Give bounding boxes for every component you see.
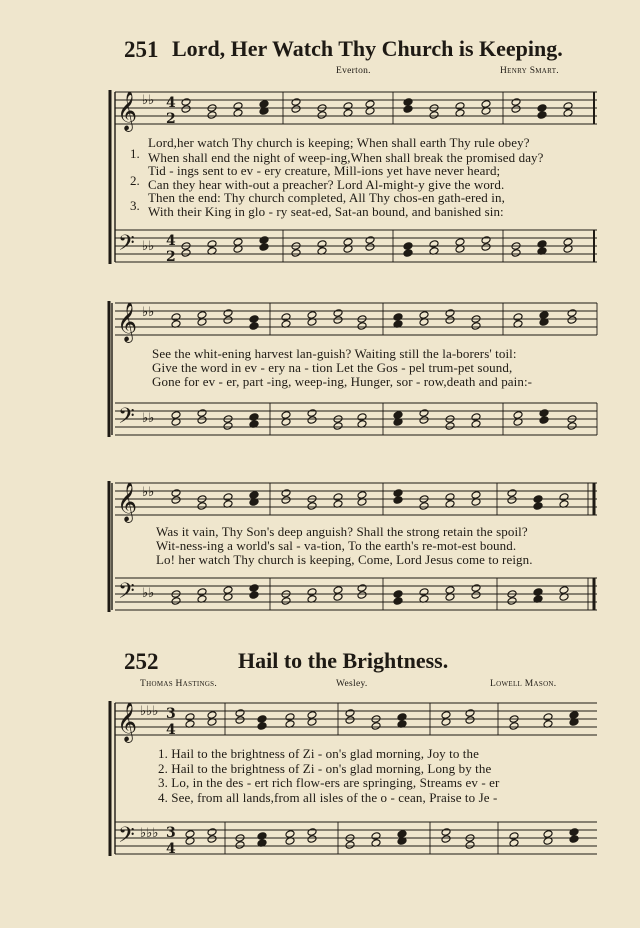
note-head bbox=[537, 104, 547, 113]
note-head bbox=[559, 586, 569, 595]
note-head bbox=[445, 422, 455, 431]
note-head bbox=[567, 422, 577, 431]
note-head bbox=[259, 100, 269, 109]
note-head bbox=[307, 711, 317, 720]
note-head bbox=[333, 309, 343, 318]
note-head bbox=[471, 413, 481, 422]
note-head bbox=[249, 591, 259, 600]
note-head bbox=[419, 502, 429, 511]
svg-text:4: 4 bbox=[166, 233, 176, 249]
note-head bbox=[281, 411, 291, 420]
lyric-line: 3. Lo, in the des - ert rich flow-ers are springing, Streams ev - er bbox=[158, 775, 500, 790]
svg-text:4: 4 bbox=[166, 841, 176, 857]
note-head bbox=[281, 489, 291, 498]
note-head bbox=[171, 496, 181, 505]
note-head bbox=[249, 584, 259, 593]
note-head bbox=[257, 832, 267, 841]
note-head bbox=[371, 722, 381, 731]
note-head bbox=[317, 240, 327, 249]
note-head bbox=[257, 715, 267, 724]
note-head bbox=[481, 236, 491, 245]
note-head bbox=[223, 316, 233, 325]
note-head bbox=[509, 832, 519, 841]
note-head bbox=[569, 835, 579, 844]
note-head bbox=[259, 236, 269, 245]
note-head bbox=[223, 493, 233, 502]
svg-text:♭♭: ♭♭ bbox=[142, 485, 155, 500]
note-head bbox=[537, 240, 547, 249]
note-head bbox=[181, 105, 191, 114]
svg-text:♭♭♭: ♭♭♭ bbox=[140, 826, 159, 841]
note-head bbox=[471, 491, 481, 500]
note-head bbox=[429, 111, 439, 120]
note-head bbox=[285, 830, 295, 839]
note-head bbox=[357, 413, 367, 422]
svg-text:♭♭♭: ♭♭♭ bbox=[140, 704, 159, 719]
hymn-251-composer: Henry Smart. bbox=[500, 66, 559, 76]
note-head bbox=[507, 597, 517, 606]
note-head bbox=[393, 313, 403, 322]
note-head bbox=[281, 496, 291, 505]
note-head bbox=[207, 828, 217, 837]
note-head bbox=[537, 111, 547, 120]
svg-text:4: 4 bbox=[166, 95, 176, 111]
note-head bbox=[257, 722, 267, 731]
note-head bbox=[207, 835, 217, 844]
note-head bbox=[185, 830, 195, 839]
note-head bbox=[403, 249, 413, 258]
note-head bbox=[393, 597, 403, 606]
note-head bbox=[403, 105, 413, 114]
note-head bbox=[249, 322, 259, 331]
note-head bbox=[171, 313, 181, 322]
note-head bbox=[171, 489, 181, 498]
svg-text:♭♭: ♭♭ bbox=[142, 411, 155, 426]
svg-text:𝄞: 𝄞 bbox=[117, 482, 138, 522]
note-head bbox=[403, 98, 413, 107]
svg-text:𝄢: 𝄢 bbox=[118, 404, 135, 434]
note-head bbox=[511, 98, 521, 107]
hymn-251-tune: Everton. bbox=[336, 66, 371, 76]
svg-text:♭♭: ♭♭ bbox=[142, 305, 155, 320]
svg-text:𝄞: 𝄞 bbox=[117, 702, 138, 742]
lyric-line: Gone for ev - er, part -ing, weep-ing, Hunger, sor - row,death and pain:- bbox=[152, 374, 533, 389]
note-head bbox=[171, 411, 181, 420]
note-head bbox=[397, 830, 407, 839]
note-head bbox=[563, 238, 573, 247]
lyric-line: 2. Hail to the brightness of Zi - on's glad morning, Long by the bbox=[158, 761, 492, 776]
note-head bbox=[441, 711, 451, 720]
note-head bbox=[333, 422, 343, 431]
note-head bbox=[207, 240, 217, 249]
note-head bbox=[465, 716, 475, 725]
note-head bbox=[567, 316, 577, 325]
lyric-line: Can they hear with-out a preacher? Lord Al-might-y give the word. bbox=[148, 177, 505, 192]
note-head bbox=[419, 409, 429, 418]
hymn-252-composer: Lowell Mason. bbox=[490, 679, 557, 689]
note-head bbox=[307, 311, 317, 320]
note-head bbox=[393, 590, 403, 599]
note-head bbox=[507, 496, 517, 505]
note-head bbox=[371, 832, 381, 841]
note-head bbox=[197, 588, 207, 597]
lyric-line: Then the end: Thy church completed, All Thy chos-en gath-ered in, bbox=[148, 190, 505, 205]
note-head bbox=[509, 722, 519, 731]
lyric-line: Give the word in ev - ery na - tion Let the Gos - pel trum-pet sound, bbox=[152, 360, 513, 375]
hymn-252-author: Thomas Hastings. bbox=[140, 679, 218, 689]
note-head bbox=[197, 409, 207, 418]
note-head bbox=[291, 249, 301, 258]
staff-lines bbox=[115, 92, 597, 124]
note-head bbox=[307, 828, 317, 837]
note-head bbox=[249, 315, 259, 324]
note-head bbox=[465, 709, 475, 718]
note-head bbox=[511, 105, 521, 114]
note-head bbox=[397, 713, 407, 722]
svg-text:3: 3 bbox=[166, 825, 176, 841]
hymn-252-tune: Wesley. bbox=[336, 679, 368, 689]
hymn-251-number: 251 bbox=[124, 37, 159, 62]
note-head bbox=[343, 238, 353, 247]
note-head bbox=[543, 830, 553, 839]
verse-number-3: 3. bbox=[130, 198, 140, 213]
svg-text:𝄢: 𝄢 bbox=[118, 231, 135, 261]
note-head bbox=[403, 242, 413, 251]
lyric-line: 1. Hail to the brightness of Zi - on's glad morning, Joy to the bbox=[158, 746, 479, 761]
lyric-line: Lord,her watch Thy church is keeping; When shall earth Thy rule obey? bbox=[148, 135, 530, 150]
lyric-line: See the whit-ening harvest lan-guish? Waiting still the la-borers' toil: bbox=[152, 346, 517, 361]
note-head bbox=[235, 716, 245, 725]
svg-text:𝄞: 𝄞 bbox=[117, 91, 138, 131]
note-head bbox=[539, 311, 549, 320]
note-head bbox=[365, 243, 375, 252]
note-head bbox=[365, 236, 375, 245]
hymn-251-title: Lord, Her Watch Thy Church is Keeping. bbox=[172, 36, 563, 61]
lyric-line: Was it vain, Thy Son's deep anguish? Shall the strong retain the spoil? bbox=[156, 524, 528, 539]
note-head bbox=[333, 316, 343, 325]
note-head bbox=[569, 711, 579, 720]
note-head bbox=[345, 716, 355, 725]
note-head bbox=[441, 828, 451, 837]
note-head bbox=[333, 586, 343, 595]
note-head bbox=[197, 311, 207, 320]
note-head bbox=[357, 591, 367, 600]
svg-text:2: 2 bbox=[166, 249, 176, 265]
note-head bbox=[223, 422, 233, 431]
note-head bbox=[533, 495, 543, 504]
note-head bbox=[235, 841, 245, 850]
note-head bbox=[471, 322, 481, 331]
note-head bbox=[559, 493, 569, 502]
note-head bbox=[307, 835, 317, 844]
note-head bbox=[307, 502, 317, 511]
note-head bbox=[307, 409, 317, 418]
note-head bbox=[357, 491, 367, 500]
verse-number-2: 2. bbox=[130, 173, 140, 188]
svg-text:♭♭: ♭♭ bbox=[142, 93, 155, 108]
note-head bbox=[181, 98, 191, 107]
svg-text:𝄢: 𝄢 bbox=[118, 579, 135, 609]
note-head bbox=[445, 309, 455, 318]
note-head bbox=[511, 249, 521, 258]
svg-text:♭♭: ♭♭ bbox=[142, 586, 155, 601]
note-head bbox=[419, 588, 429, 597]
note-head bbox=[357, 322, 367, 331]
lyric-line: When shall end the night of weep-ing,When shall break the promised day? bbox=[148, 150, 544, 165]
note-head bbox=[307, 416, 317, 425]
note-head bbox=[249, 491, 259, 500]
note-head bbox=[185, 713, 195, 722]
note-head bbox=[393, 489, 403, 498]
note-head bbox=[197, 416, 207, 425]
note-head bbox=[507, 489, 517, 498]
svg-text:♭♭: ♭♭ bbox=[142, 239, 155, 254]
svg-text:𝄞: 𝄞 bbox=[117, 302, 138, 342]
note-head bbox=[455, 102, 465, 111]
note-head bbox=[345, 841, 355, 850]
note-head bbox=[307, 588, 317, 597]
note-head bbox=[233, 102, 243, 111]
note-head bbox=[481, 100, 491, 109]
note-head bbox=[393, 496, 403, 505]
note-head bbox=[281, 313, 291, 322]
note-head bbox=[481, 243, 491, 252]
note-head bbox=[563, 102, 573, 111]
verse-number-1: 1. bbox=[130, 146, 140, 161]
note-head bbox=[567, 309, 577, 318]
note-head bbox=[513, 411, 523, 420]
note-head bbox=[317, 111, 327, 120]
note-head bbox=[419, 416, 429, 425]
note-head bbox=[171, 597, 181, 606]
note-head bbox=[393, 411, 403, 420]
note-head bbox=[259, 243, 269, 252]
note-head bbox=[365, 100, 375, 109]
svg-text:4: 4 bbox=[166, 722, 176, 738]
note-head bbox=[539, 409, 549, 418]
note-head bbox=[445, 586, 455, 595]
svg-text:𝄢: 𝄢 bbox=[118, 823, 135, 853]
note-head bbox=[207, 711, 217, 720]
note-head bbox=[533, 502, 543, 511]
note-head bbox=[291, 105, 301, 114]
lyric-line: Lo! her watch Thy church is keeping, Come, Lord Jesus come to reign. bbox=[156, 552, 533, 567]
note-head bbox=[357, 584, 367, 593]
note-head bbox=[333, 493, 343, 502]
note-head bbox=[197, 502, 207, 511]
note-head bbox=[455, 238, 465, 247]
hymn-252-number: 252 bbox=[124, 649, 159, 674]
svg-text:2: 2 bbox=[166, 111, 176, 127]
note-head bbox=[223, 586, 233, 595]
note-head bbox=[281, 597, 291, 606]
note-head bbox=[233, 238, 243, 247]
svg-text:3: 3 bbox=[166, 706, 176, 722]
note-head bbox=[471, 584, 481, 593]
lyric-line: Wit-ness-ing a world's sal - va-tion, To the earth's re-mot-est bound. bbox=[156, 538, 517, 553]
note-head bbox=[285, 713, 295, 722]
note-head bbox=[441, 835, 451, 844]
note-head bbox=[249, 413, 259, 422]
note-head bbox=[207, 111, 217, 120]
note-head bbox=[181, 249, 191, 258]
note-head bbox=[539, 416, 549, 425]
note-head bbox=[471, 591, 481, 600]
hymn-252-title: Hail to the Brightness. bbox=[238, 648, 449, 673]
lyric-line: Tid - ings sent to ev - ery creature, Mill-ions yet have never heard; bbox=[148, 163, 501, 178]
lyric-line: 4. See, from all lands,from all isles of the o - cean, Praise to Je - bbox=[158, 790, 498, 805]
note-head bbox=[445, 493, 455, 502]
note-head bbox=[291, 98, 301, 107]
note-head bbox=[419, 311, 429, 320]
note-head bbox=[543, 713, 553, 722]
note-head bbox=[235, 709, 245, 718]
note-head bbox=[345, 709, 355, 718]
note-head bbox=[223, 309, 233, 318]
note-head bbox=[465, 841, 475, 850]
note-head bbox=[533, 588, 543, 597]
note-head bbox=[429, 240, 439, 249]
lyric-line: With their King in glo - ry seat-ed, Sat-an bound, and banished sin: bbox=[148, 204, 504, 219]
note-head bbox=[569, 828, 579, 837]
note-head bbox=[343, 102, 353, 111]
note-head bbox=[513, 313, 523, 322]
note-head bbox=[445, 316, 455, 325]
